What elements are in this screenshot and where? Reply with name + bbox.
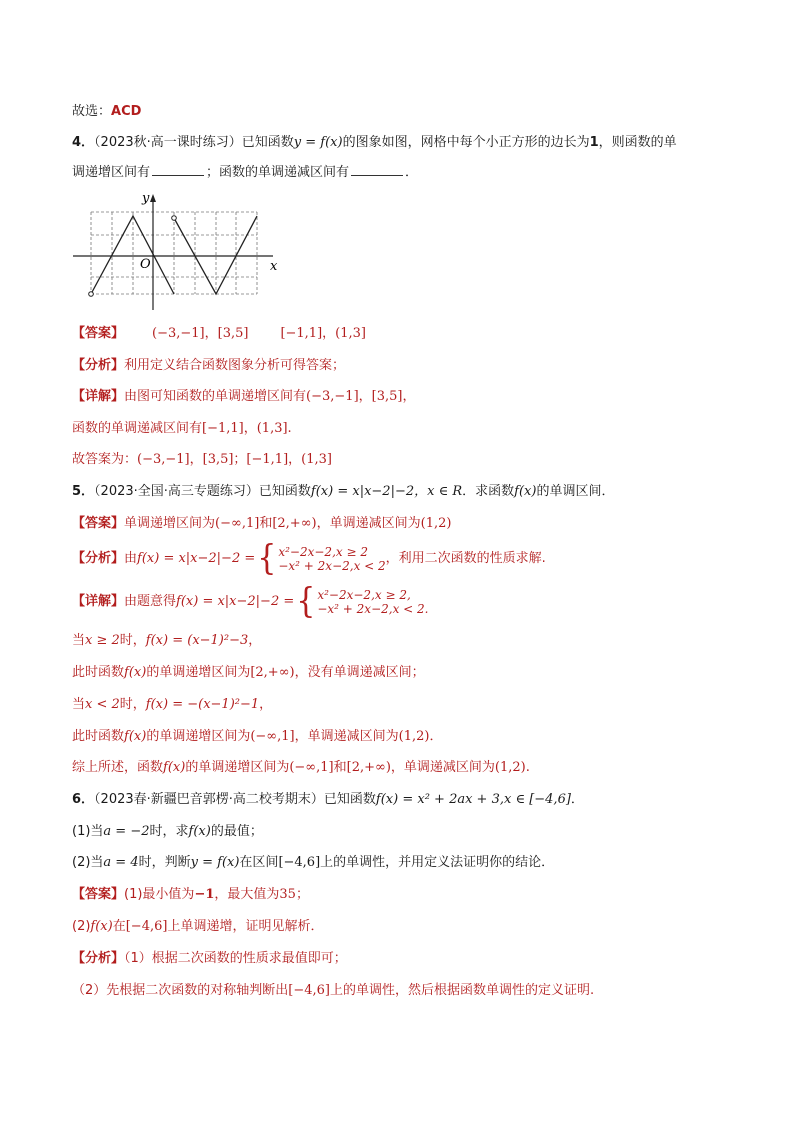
answer-tag: 【答案】 [72, 887, 125, 902]
q6-analysis2 [72, 982, 594, 1000]
q4-func: y = f(x) [293, 135, 343, 150]
math: x ≥ 2 [85, 633, 120, 648]
q5-then1 [72, 664, 425, 682]
text: 此时函数 [72, 729, 125, 744]
text: 时， [119, 633, 146, 648]
grid [91, 212, 257, 294]
text: ； [295, 887, 309, 902]
text: 综上所述，函数 [72, 760, 164, 775]
q5-analysis [72, 537, 546, 579]
text: ，单调递减区间为 [294, 729, 399, 744]
q4-final-label: 故答案为： [72, 452, 138, 467]
q4-detail2-text: 函数的单调递减区间有 [72, 421, 203, 436]
text: ，最大值为 [214, 887, 280, 902]
q4-stem-line2 [72, 163, 418, 182]
q5-func: f(x) = x|x−2|−2，x ∈ R [310, 484, 463, 499]
blank-1[interactable] [152, 163, 204, 176]
q6-stem [72, 791, 584, 809]
q4-text: 已知函数 [241, 135, 294, 150]
q5-an-text: 由 [124, 551, 138, 566]
q4-ans-b: [−1,1]，(1,3] [280, 326, 366, 341]
q5-when2 [72, 696, 272, 714]
q6-text: 已知函数 [323, 792, 376, 807]
math: f(x) [163, 760, 186, 775]
q5-fx: f(x) [514, 484, 537, 499]
text: (2) [72, 919, 91, 934]
q5-an-text: ，利用二次函数的性质求解. [385, 551, 546, 566]
q5-ans-math: (−∞,1] [215, 516, 260, 531]
q4-detail2-math: [−1,1]，(1,3]. [202, 421, 292, 436]
q4-text: ，则函数的单 [598, 135, 677, 150]
math: x < 2 [85, 697, 120, 712]
q6-answer [72, 886, 309, 904]
q5-text: 已知函数 [258, 484, 311, 499]
math: [2,+∞) [346, 760, 391, 775]
math: (1,2). [494, 760, 530, 775]
q5-when1 [72, 632, 261, 650]
q6-func: f(x) = x² + 2ax + 3,x ∈ [−4,6] [375, 792, 571, 807]
answer-tag: 【答案】 [72, 326, 125, 341]
text: 此时函数 [72, 665, 125, 680]
math: a = −2 [103, 824, 150, 839]
math: a = 4 [103, 855, 139, 870]
q4-answer [72, 325, 366, 343]
choice-answer: ACD [111, 104, 142, 119]
text: 上单调递增，证明见解析． [167, 919, 324, 934]
q6-part2 [72, 854, 554, 872]
text: 在 [112, 919, 126, 934]
q4-final [72, 451, 332, 469]
text: 的单调递增区间为 [146, 729, 251, 744]
q4-detail2 [72, 420, 292, 438]
q5-dt-func: f(x) = x|x−2|−2 = [176, 594, 295, 609]
text: 时， [119, 697, 146, 712]
math: [−4,6] [288, 983, 330, 998]
q6-text: ． [570, 792, 584, 807]
text: 时，求 [149, 824, 189, 839]
answer-tag: 【答案】 [72, 516, 125, 531]
q5-text: ．求函数 [462, 484, 515, 499]
q4-analysis [72, 357, 345, 375]
q4-source: （2023秋·高一课时练习） [94, 135, 242, 150]
q6-answer2 [72, 918, 323, 936]
q5-answer [72, 515, 451, 533]
q5-number: 5． [72, 484, 95, 499]
text: 当 [72, 633, 86, 648]
math: f(x) [90, 919, 113, 934]
math: (1,2) [398, 729, 430, 744]
q5-an-func: f(x) = x|x−2|−2 = [137, 551, 256, 566]
text: 时，判断 [138, 855, 191, 870]
text: 和 [333, 760, 347, 775]
function-graph [70, 190, 285, 310]
q6-part1 [72, 823, 263, 841]
text: ， [259, 697, 273, 712]
text: ， [248, 633, 262, 648]
y-axis-arrow [150, 194, 156, 202]
q4-number: 4． [72, 135, 95, 150]
q6-analysis [72, 950, 347, 968]
math: (−∞,1] [250, 729, 295, 744]
math: f(x) = −(x−1)²−1 [145, 697, 260, 712]
q4-ans-a: (−3,−1]，[3,5] [152, 326, 249, 341]
q4-final-math: (−3,−1]，[3,5]；[−1,1]，(1,3] [137, 452, 332, 467]
case-4: −x² + 2x−2,x < 2. [317, 601, 429, 616]
math: [−4,6] [278, 855, 321, 870]
graph-segment-left [91, 216, 174, 294]
open-point-left [89, 292, 94, 297]
piecewise-brace: { x²−2x−2,x ≥ 2 −x² + 2x−2,x < 2 [257, 537, 386, 579]
analysis-tag: 【分析】 [72, 951, 125, 966]
math: 35 [279, 887, 296, 902]
text: 当 [72, 697, 86, 712]
q5-then2 [72, 728, 442, 746]
math: f(x) [124, 665, 147, 680]
q4-text: ；函数的单调递减区间有 [206, 165, 350, 180]
text: 的最值； [210, 824, 263, 839]
math: (−∞,1] [289, 760, 334, 775]
q5-summary [72, 759, 530, 777]
graph-segment-right [174, 216, 257, 294]
math: f(x) [188, 824, 211, 839]
case-3: x²−2x−2,x ≥ 2, [317, 587, 411, 602]
q5-source: （2023·全国·高三专题练习） [94, 484, 259, 499]
answer-choice-line [72, 103, 141, 121]
math: y = f(x) [190, 855, 240, 870]
q5-ans-text: ，单调递减区间为 [316, 516, 421, 531]
q5-dt-text: 由题意得 [124, 594, 177, 609]
q5-text: 的单调区间． [536, 484, 615, 499]
q5-ans-text: 单调递增区间为 [124, 516, 216, 531]
analysis-tag: 【分析】 [72, 358, 125, 373]
math: f(x) [124, 729, 147, 744]
x-label: x [270, 259, 278, 274]
math: [−4,6] [125, 919, 168, 934]
text: 上的单调性，然后根据函数单调性的定义证明. [330, 983, 595, 998]
math: f(x) = (x−1)²−3 [145, 633, 249, 648]
text: （1）根据二次函数的性质求最值即可； [124, 951, 347, 966]
q6-source: （2023春·新疆巴音郭楞·高二校考期末） [94, 792, 324, 807]
blank-2[interactable] [351, 163, 403, 176]
q4-stem-line1 [72, 134, 677, 152]
detail-tag: 【详解】 [72, 594, 125, 609]
text: 在区间 [239, 855, 279, 870]
choice-label: 故选： [72, 104, 112, 119]
text: 上的单调性，并用定义法证明你的结论． [320, 855, 555, 870]
case-2: −x² + 2x−2,x < 2 [278, 558, 386, 573]
analysis-tag: 【分析】 [72, 551, 125, 566]
origin-label: O [140, 257, 151, 272]
math: [2,+∞) [250, 665, 295, 680]
text: ． [429, 729, 443, 744]
text: 的单调递增区间为 [146, 665, 251, 680]
text: ，单调递减区间为 [390, 760, 495, 775]
math: −1 [194, 887, 215, 902]
q4-one: 1 [589, 135, 599, 150]
open-point-top [172, 216, 177, 221]
text: (1)当 [72, 824, 104, 839]
q6-number: 6． [72, 792, 95, 807]
q4-text: 的图象如图，网格中每个小正方形的边长为 [342, 135, 590, 150]
text: （2）先根据二次函数的对称轴判断出 [72, 983, 289, 998]
y-label: y [142, 191, 150, 206]
q5-ans-math: (1,2) [420, 516, 452, 531]
q5-ans-math: [2,+∞) [272, 516, 317, 531]
text: 的单调递增区间为 [185, 760, 290, 775]
text: (1)最小值为 [124, 887, 195, 902]
q5-ans-text: 和 [259, 516, 273, 531]
q4-detail-text: 由图可知函数的单调递增区间有 [124, 389, 307, 404]
text: (2)当 [72, 855, 104, 870]
piecewise-brace: { x²−2x−2,x ≥ 2, −x² + 2x−2,x < 2. [296, 580, 429, 622]
q4-detail [72, 388, 415, 406]
q4-text: 调递增区间有 [72, 165, 151, 180]
q5-stem [72, 483, 614, 501]
detail-tag: 【详解】 [72, 389, 125, 404]
text: ，没有单调递减区间； [294, 665, 425, 680]
q4-text: ． [405, 165, 419, 180]
q4-detail-math: (−3,−1]，[3,5]， [306, 389, 416, 404]
q4-analysis-text: 利用定义结合函数图象分析可得答案； [124, 358, 346, 373]
case-1: x²−2x−2,x ≥ 2 [278, 544, 368, 559]
q5-detail [72, 580, 429, 622]
